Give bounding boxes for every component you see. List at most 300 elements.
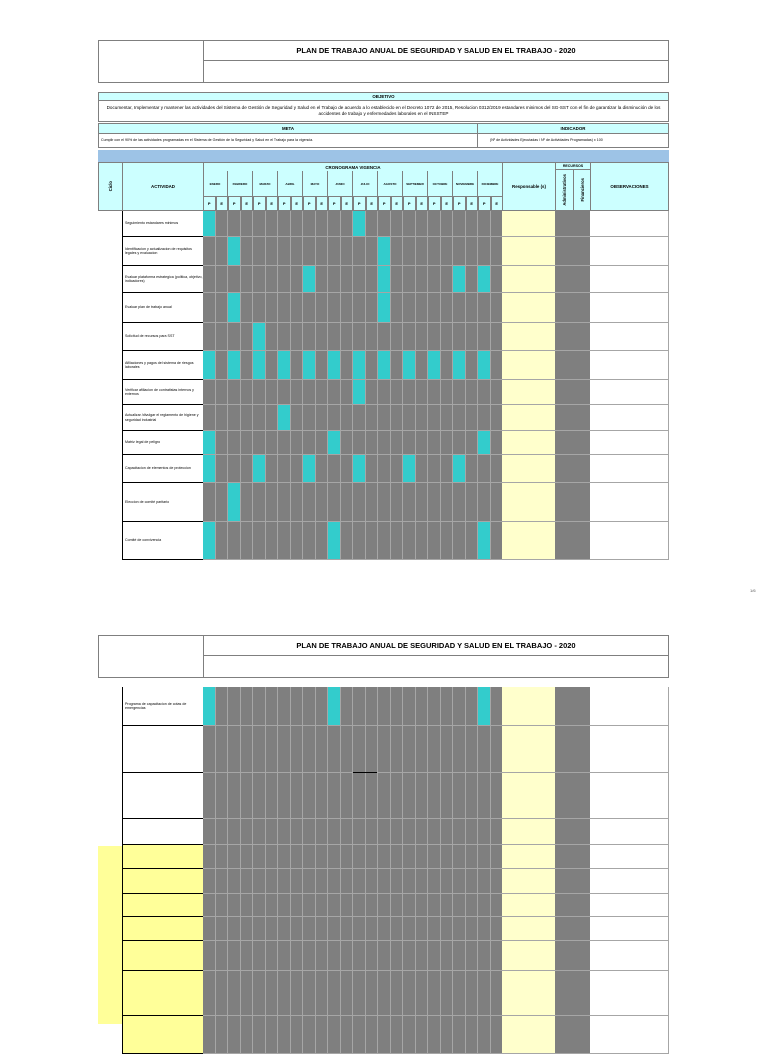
schedule-cell — [453, 941, 466, 971]
schedule-cell-marked — [328, 522, 341, 560]
schedule-cell — [328, 971, 341, 1016]
schedule-cell — [416, 894, 429, 917]
recurso-cell — [555, 1016, 574, 1054]
schedule-cell — [378, 455, 391, 483]
schedule-cell — [416, 455, 429, 483]
schedule-cell — [228, 869, 241, 894]
schedule-cell — [403, 431, 416, 455]
schedule-cell — [303, 941, 316, 971]
schedule-cell — [391, 380, 404, 405]
schedule-cell — [341, 894, 354, 917]
observaciones-cell — [590, 845, 669, 869]
p-header: P — [253, 196, 266, 211]
schedule-cell-marked — [403, 351, 416, 380]
schedule-cell — [478, 293, 491, 323]
schedule-cell — [453, 522, 466, 560]
schedule-cell — [478, 941, 491, 971]
p-header: P — [403, 196, 416, 211]
schedule-cell — [303, 894, 316, 917]
schedule-cell — [416, 380, 429, 405]
schedule-cell — [303, 483, 316, 522]
recurso-cell — [555, 380, 574, 405]
schedule-cell — [428, 869, 441, 894]
schedule-cell — [216, 941, 229, 971]
schedule-cell — [478, 917, 491, 941]
recurso-cell — [573, 211, 591, 237]
month-header: OCTUBRE — [428, 171, 453, 197]
schedule-cell — [253, 522, 266, 560]
schedule-cell — [403, 941, 416, 971]
recurso-cell — [573, 380, 591, 405]
month-header: JUNIO — [328, 171, 353, 197]
schedule-cell — [416, 845, 429, 869]
schedule-cell — [241, 455, 254, 483]
schedule-cell — [253, 941, 266, 971]
ciclo-label: Ciclo — [108, 181, 113, 192]
schedule-cell — [228, 405, 241, 431]
schedule-cell — [441, 323, 454, 351]
indicador-text: (Nº de Actividades Ejecutadas / Nº de Actividades Programadas) x 100 — [477, 133, 669, 148]
schedule-cell — [216, 917, 229, 941]
schedule-cell — [203, 869, 216, 894]
p-header: P — [278, 196, 291, 211]
schedule-cell — [416, 237, 429, 266]
schedule-cell — [353, 894, 366, 917]
schedule-cell — [366, 687, 379, 726]
schedule-cell — [441, 845, 454, 869]
schedule-cell — [341, 431, 354, 455]
schedule-cell — [466, 971, 479, 1016]
schedule-cell — [366, 237, 379, 266]
schedule-cell — [453, 917, 466, 941]
responsable-cell — [502, 869, 556, 894]
schedule-cell — [228, 917, 241, 941]
schedule-cell — [341, 237, 354, 266]
schedule-cell — [316, 522, 329, 560]
schedule-cell — [278, 687, 291, 726]
schedule-cell — [328, 773, 341, 819]
schedule-cell — [403, 237, 416, 266]
schedule-cell — [378, 894, 391, 917]
schedule-cell — [316, 869, 329, 894]
schedule-cell-marked — [478, 431, 491, 455]
schedule-cell — [353, 941, 366, 971]
schedule-cell-marked — [353, 380, 366, 405]
schedule-cell — [428, 431, 441, 455]
schedule-cell — [291, 266, 304, 293]
observaciones-cell — [590, 323, 669, 351]
schedule-cell — [366, 266, 379, 293]
schedule-cell — [353, 405, 366, 431]
ciclo-column-yellow — [98, 846, 123, 1024]
schedule-cell — [453, 483, 466, 522]
schedule-cell — [278, 266, 291, 293]
cronograma-header: CRONOGRAMA VIGENCIA — [203, 162, 503, 172]
schedule-cell — [341, 845, 354, 869]
observaciones-cell — [590, 483, 669, 522]
schedule-cell — [441, 455, 454, 483]
schedule-cell — [228, 894, 241, 917]
recurso-cell — [555, 819, 574, 845]
schedule-cell — [278, 971, 291, 1016]
activity-cell — [122, 941, 204, 971]
schedule-cell — [266, 405, 279, 431]
schedule-cell — [416, 819, 429, 845]
schedule-cell — [228, 726, 241, 773]
schedule-cell — [366, 726, 379, 773]
schedule-cell — [241, 971, 254, 1016]
schedule-cell-marked — [203, 455, 216, 483]
schedule-cell — [253, 211, 266, 237]
e-header: E — [416, 196, 429, 211]
schedule-cell — [341, 351, 354, 380]
schedule-cell — [441, 687, 454, 726]
schedule-cell — [428, 455, 441, 483]
schedule-cell — [253, 293, 266, 323]
schedule-cell — [241, 293, 254, 323]
schedule-cell — [441, 894, 454, 917]
schedule-cell — [453, 971, 466, 1016]
schedule-cell — [253, 773, 266, 819]
underline-mark — [353, 772, 377, 773]
schedule-cell — [278, 845, 291, 869]
schedule-cell — [266, 237, 279, 266]
schedule-cell — [253, 266, 266, 293]
schedule-cell — [203, 1016, 216, 1054]
month-header: SEPTIEMBR — [403, 171, 428, 197]
schedule-cell — [241, 894, 254, 917]
schedule-cell — [391, 455, 404, 483]
recurso-cell — [573, 845, 591, 869]
schedule-cell — [303, 380, 316, 405]
schedule-cell — [266, 323, 279, 351]
schedule-cell — [353, 266, 366, 293]
schedule-cell — [341, 266, 354, 293]
recurso-cell — [573, 687, 591, 726]
schedule-cell — [328, 405, 341, 431]
schedule-cell — [228, 773, 241, 819]
schedule-cell — [391, 773, 404, 819]
schedule-cell — [291, 819, 304, 845]
schedule-cell — [341, 1016, 354, 1054]
schedule-cell — [403, 819, 416, 845]
schedule-cell — [453, 211, 466, 237]
schedule-cell-marked — [478, 522, 491, 560]
schedule-cell — [241, 726, 254, 773]
schedule-cell — [228, 1016, 241, 1054]
schedule-cell — [228, 819, 241, 845]
p-header: P — [328, 196, 341, 211]
schedule-cell — [316, 894, 329, 917]
schedule-cell — [391, 869, 404, 894]
schedule-cell — [391, 431, 404, 455]
activity-cell: Comité de convivencia — [122, 522, 204, 560]
responsable-cell — [502, 1016, 556, 1054]
schedule-cell — [366, 211, 379, 237]
schedule-cell — [428, 522, 441, 560]
schedule-cell-marked — [428, 351, 441, 380]
recurso-cell — [573, 941, 591, 971]
schedule-cell — [428, 483, 441, 522]
schedule-cell — [366, 1016, 379, 1054]
schedule-cell — [253, 869, 266, 894]
schedule-cell — [416, 917, 429, 941]
recurso-cell — [573, 483, 591, 522]
schedule-cell — [391, 941, 404, 971]
schedule-cell — [366, 869, 379, 894]
responsable-header: Responsable (s) — [502, 162, 556, 211]
schedule-cell — [303, 323, 316, 351]
schedule-cell — [253, 971, 266, 1016]
schedule-cell — [391, 687, 404, 726]
recurso-cell — [573, 894, 591, 917]
schedule-cell — [328, 211, 341, 237]
schedule-cell — [216, 211, 229, 237]
schedule-cell — [303, 293, 316, 323]
schedule-cell-marked — [228, 237, 241, 266]
schedule-cell — [291, 237, 304, 266]
activity-cell: Actualizar /divulgar el reglamento de higiene y seguridad industrial — [122, 405, 204, 431]
schedule-cell — [228, 522, 241, 560]
observaciones-cell — [590, 266, 669, 293]
activity-cell — [122, 894, 204, 917]
schedule-cell — [266, 293, 279, 323]
schedule-cell-marked — [228, 483, 241, 522]
logo-box — [98, 40, 204, 83]
schedule-cell — [266, 1016, 279, 1054]
schedule-cell-marked — [303, 455, 316, 483]
schedule-cell — [466, 773, 479, 819]
schedule-cell — [241, 687, 254, 726]
schedule-cell — [378, 917, 391, 941]
schedule-cell — [466, 687, 479, 726]
schedule-cell — [416, 351, 429, 380]
month-header: FEBRERO — [228, 171, 253, 197]
schedule-cell — [466, 266, 479, 293]
recurso-cell — [573, 323, 591, 351]
schedule-cell — [478, 845, 491, 869]
schedule-cell — [316, 773, 329, 819]
recurso-cell — [555, 522, 574, 560]
recurso-cell — [555, 687, 574, 726]
e-header: E — [241, 196, 254, 211]
schedule-cell — [278, 917, 291, 941]
responsable-cell — [502, 211, 556, 237]
schedule-cell — [316, 845, 329, 869]
e-header: E — [291, 196, 304, 211]
responsable-cell — [502, 687, 556, 726]
schedule-cell — [453, 687, 466, 726]
recurso-cell — [555, 971, 574, 1016]
schedule-cell — [403, 405, 416, 431]
schedule-cell — [453, 869, 466, 894]
schedule-cell — [266, 941, 279, 971]
schedule-cell — [203, 773, 216, 819]
schedule-cell — [278, 431, 291, 455]
schedule-cell — [353, 431, 366, 455]
schedule-cell — [403, 869, 416, 894]
responsable-cell — [502, 726, 556, 773]
schedule-cell — [403, 894, 416, 917]
recurso-cell — [555, 455, 574, 483]
schedule-cell — [241, 405, 254, 431]
schedule-cell — [291, 687, 304, 726]
schedule-cell — [316, 726, 329, 773]
schedule-cell — [241, 1016, 254, 1054]
p-header: P — [378, 196, 391, 211]
schedule-cell-marked — [228, 351, 241, 380]
schedule-cell — [241, 917, 254, 941]
recurso-cell — [573, 869, 591, 894]
schedule-cell — [441, 431, 454, 455]
p-header: P — [203, 196, 216, 211]
schedule-cell — [266, 455, 279, 483]
schedule-cell — [328, 483, 341, 522]
meta-label: META — [98, 123, 478, 134]
observaciones-cell — [590, 522, 669, 560]
schedule-cell — [266, 819, 279, 845]
responsable-cell — [502, 941, 556, 971]
recurso-cell — [555, 323, 574, 351]
schedule-cell-marked — [253, 455, 266, 483]
schedule-cell — [403, 726, 416, 773]
responsable-cell — [502, 380, 556, 405]
schedule-cell — [453, 380, 466, 405]
schedule-cell — [253, 917, 266, 941]
schedule-cell — [466, 941, 479, 971]
schedule-cell — [266, 522, 279, 560]
schedule-cell — [441, 483, 454, 522]
schedule-cell — [403, 323, 416, 351]
financieros-label: Financieros — [579, 178, 585, 202]
schedule-cell — [291, 380, 304, 405]
title-blank-row-2 — [203, 655, 669, 678]
observaciones-cell — [590, 894, 669, 917]
recurso-cell — [573, 971, 591, 1016]
schedule-cell — [316, 237, 329, 266]
ciclo-column — [98, 211, 123, 556]
schedule-cell — [478, 323, 491, 351]
schedule-cell — [416, 687, 429, 726]
page-2 — [98, 635, 669, 1024]
responsable-cell — [502, 819, 556, 845]
schedule-cell — [403, 917, 416, 941]
schedule-cell — [316, 405, 329, 431]
schedule-cell — [241, 266, 254, 293]
schedule-cell — [466, 431, 479, 455]
schedule-cell — [316, 483, 329, 522]
schedule-cell — [216, 1016, 229, 1054]
schedule-cell — [366, 351, 379, 380]
schedule-cell — [316, 687, 329, 726]
schedule-cell — [366, 455, 379, 483]
schedule-cell — [453, 431, 466, 455]
schedule-cell — [291, 351, 304, 380]
schedule-cell — [203, 323, 216, 351]
schedule-cell — [453, 773, 466, 819]
schedule-cell — [291, 483, 304, 522]
schedule-cell — [291, 845, 304, 869]
schedule-cell — [278, 522, 291, 560]
schedule-cell — [466, 351, 479, 380]
schedule-cell — [241, 522, 254, 560]
recurso-cell — [555, 405, 574, 431]
schedule-cell — [366, 941, 379, 971]
schedule-cell — [391, 971, 404, 1016]
schedule-cell — [391, 1016, 404, 1054]
schedule-cell — [278, 1016, 291, 1054]
schedule-cell — [203, 726, 216, 773]
schedule-cell — [278, 293, 291, 323]
schedule-cell — [341, 211, 354, 237]
schedule-cell — [366, 405, 379, 431]
schedule-cell-marked — [378, 237, 391, 266]
schedule-cell — [291, 211, 304, 237]
schedule-cell — [228, 687, 241, 726]
observaciones-cell — [590, 380, 669, 405]
schedule-cell — [216, 726, 229, 773]
responsable-cell — [502, 266, 556, 293]
schedule-cell — [366, 522, 379, 560]
schedule-cell — [266, 351, 279, 380]
schedule-cell — [403, 687, 416, 726]
schedule-cell — [353, 522, 366, 560]
schedule-cell — [478, 773, 491, 819]
activity-cell: Matriz legal de peligro — [122, 431, 204, 455]
observaciones-cell — [590, 971, 669, 1016]
schedule-cell — [328, 380, 341, 405]
schedule-cell — [328, 1016, 341, 1054]
schedule-cell — [366, 293, 379, 323]
recurso-cell — [555, 211, 574, 237]
responsable-cell — [502, 405, 556, 431]
ciclo-header — [98, 162, 123, 211]
schedule-cell — [266, 845, 279, 869]
schedule-cell — [216, 431, 229, 455]
schedule-cell — [453, 845, 466, 869]
schedule-cell — [353, 323, 366, 351]
schedule-cell — [228, 211, 241, 237]
recurso-cell — [555, 483, 574, 522]
schedule-cell — [278, 483, 291, 522]
schedule-cell-marked — [253, 323, 266, 351]
schedule-cell — [216, 323, 229, 351]
schedule-cell — [428, 819, 441, 845]
observaciones-cell — [590, 351, 669, 380]
schedule-cell — [203, 894, 216, 917]
administrativos-header — [555, 169, 574, 211]
schedule-cell — [291, 405, 304, 431]
schedule-cell — [416, 941, 429, 971]
schedule-cell-marked — [403, 455, 416, 483]
schedule-cell — [466, 869, 479, 894]
schedule-cell — [228, 266, 241, 293]
schedule-cell — [341, 726, 354, 773]
schedule-cell — [416, 431, 429, 455]
responsable-cell — [502, 773, 556, 819]
recurso-cell — [555, 266, 574, 293]
schedule-cell — [253, 483, 266, 522]
schedule-cell-marked — [353, 455, 366, 483]
schedule-cell — [316, 211, 329, 237]
schedule-cell — [366, 845, 379, 869]
schedule-cell — [428, 405, 441, 431]
schedule-cell — [391, 323, 404, 351]
schedule-cell-marked — [203, 687, 216, 726]
schedule-cell — [291, 917, 304, 941]
schedule-cell — [453, 237, 466, 266]
schedule-cell — [241, 351, 254, 380]
